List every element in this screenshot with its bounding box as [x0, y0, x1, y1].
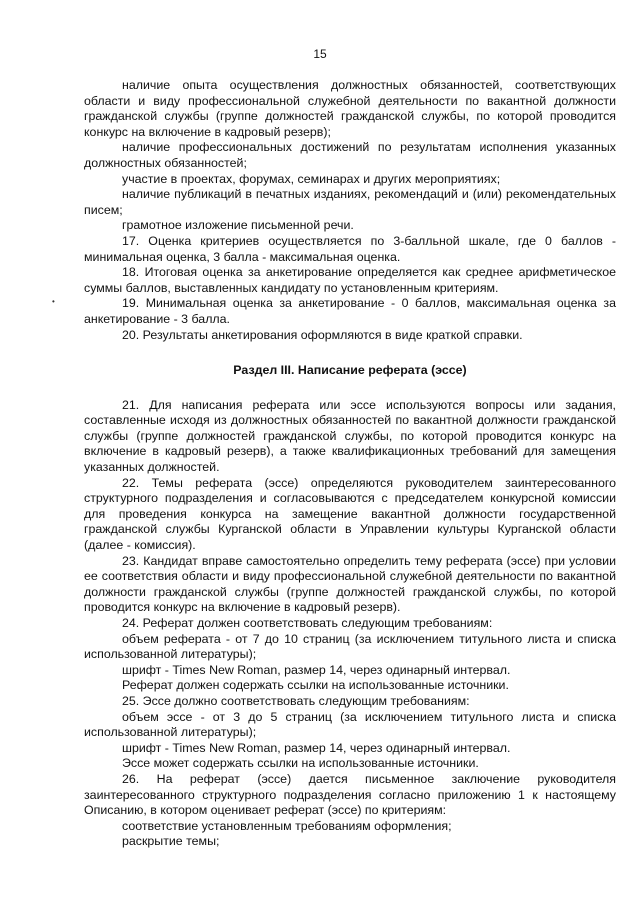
- paragraph: 18. Итоговая оценка за анкетирование определяется как среднее арифметическое суммы баллов, выставленных кандидату по установленным критериям.: [84, 265, 616, 295]
- paragraph: Реферат должен содержать ссылки на использованные источники.: [122, 678, 509, 693]
- paragraph: 19. Минимальная оценка за анкетирование - 0 баллов, максимальная оценка за анкетирование - 3 балла.: [84, 296, 616, 326]
- section-heading: Раздел III. Написание реферата (эссе): [233, 363, 467, 378]
- page-number: 15: [313, 47, 327, 61]
- paragraph: объем эссе - от 3 до 5 страниц (за исключением титульного листа и списка использованной литературы);: [84, 709, 616, 740]
- paragraph: 24. Реферат должен соответствовать следующим требованиям:: [122, 616, 493, 630]
- document-body: [84, 78, 616, 850]
- paragraph: шрифт - Times New Roman, размер 14, через одинарный интервал.: [122, 740, 511, 755]
- paragraph: наличие публикаций в печатных изданиях, рекомендаций и (или) рекомендательных писем;: [84, 187, 616, 217]
- paragraph: наличие опыта осуществления должностных обязанностей, соответствующих области и виду профессиональной служебной деятельности по вакантной должности гражданской службы (группе должностей гражданской службы, по которой проводится конкурс на включение в кадровый резерв);: [84, 78, 616, 139]
- paragraph: 17. Оценка критериев осуществляется по 3-балльной шкале, где 0 баллов - минимальная оценка, 3 балла - максимальная оценка.: [84, 233, 616, 264]
- paragraph: наличие профессиональных достижений по результатам исполнения указанных должностных обязанностей;: [84, 140, 616, 170]
- paragraph: грамотное изложение письменной речи.: [122, 218, 354, 233]
- paragraph: Эссе может содержать ссылки на использованные источники.: [122, 756, 479, 771]
- paragraph: 25. Эссе должно соответствовать следующим требованиям:: [122, 693, 470, 708]
- paragraph: участие в проектах, форумах, семинарах и других мероприятиях;: [122, 171, 501, 186]
- paragraph: 23. Кандидат вправе самостоятельно определить тему реферата (эссе) при условии ее соответствия области и виду профессиональной служебной деятельности по вакантной должности гражданской службы (группе должностей гражданской службы, по которой проводится конкурс на включение в кадровый резерв).: [84, 553, 616, 615]
- paragraph: 26. На реферат (эссе) дается письменное заключение руководителя заинтересованного структурного подразделения согласно приложению 1 к настоящему Описанию, в котором оценивает реферат (эссе) по критериям:: [84, 771, 616, 818]
- paragraph: объем реферата - от 7 до 10 страниц (за исключением титульного листа и списка использованной литературы);: [84, 631, 616, 662]
- margin-mark: •: [52, 297, 55, 306]
- paragraph: соответствие установленным требованиям оформления;: [122, 818, 452, 833]
- paragraph: 21. Для написания реферата или эссе используются вопросы или задания, составленные исходя из должностных обязанностей по вакантной должности гражданской службы (группе должностей гражданской службы, по которой проводится конкурс на включение в кадровый резерв), а также квалификационных требований для замещения указанных должностей.: [84, 397, 616, 475]
- paragraph: раскрытие темы;: [122, 834, 220, 849]
- paragraph: 22. Темы реферата (эссе) определяются руководителем заинтересованного структурного подразделения и согласовываются с председателем конкурсной комиссии для проведения конкурса на замещение вакантной должности государственной гражданской службы Курганской области в Управлении культуры Курганской области (далее - комиссия).: [84, 475, 616, 553]
- paragraph: 20. Результаты анкетирования оформляются в виде краткой справки.: [122, 327, 523, 342]
- paragraph: шрифт - Times New Roman, размер 14, через одинарный интервал.: [122, 662, 511, 677]
